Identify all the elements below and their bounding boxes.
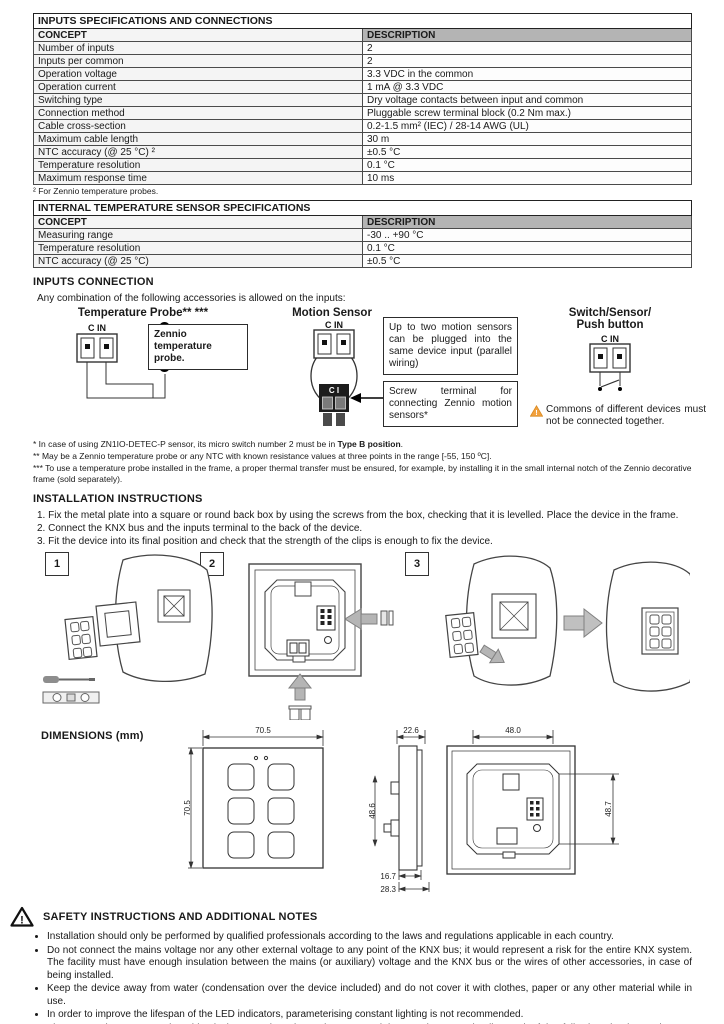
inputs-spec-table	[33, 13, 692, 185]
cell-concept: Measuring range	[34, 229, 363, 242]
cell-description: 10 ms	[363, 172, 692, 185]
insert-arrow-up-icon	[289, 674, 311, 720]
motion-note-screw: Screw terminal for connecting Zennio motion sensors*	[383, 381, 518, 427]
motion-sensor-diagram	[291, 320, 377, 428]
commons-warning	[530, 404, 706, 428]
svg-text:!: !	[535, 408, 538, 417]
dim-side-height: 48.6	[368, 803, 377, 819]
screw-terminal-icon	[590, 344, 630, 372]
dim-side-total-depth: 28.3	[380, 885, 396, 894]
install-step: 3. Fit the device into its final position and check that the strength of the clips is enough to fix the device.	[37, 536, 493, 547]
device-icon	[65, 617, 97, 660]
terminal-label: C IN	[88, 323, 106, 333]
screwdriver-icon	[43, 676, 95, 683]
cell-description: 30 m	[363, 133, 692, 146]
section-heading-installation: INSTALLATION INSTRUCTIONS	[33, 493, 203, 505]
table-title: INTERNAL TEMPERATURE SENSOR SPECIFICATIONS	[34, 201, 692, 216]
cell-concept: NTC accuracy (@ 25 °C)	[34, 255, 363, 268]
col-header-concept: CONCEPT	[34, 216, 363, 229]
cell-description: ±0.5 °C	[363, 146, 692, 159]
input-terminal-icon	[287, 640, 309, 656]
warning-icon	[10, 906, 34, 927]
mounted-device-icon	[642, 608, 678, 654]
switch-title	[530, 307, 690, 331]
footnote-3: *** To use a temperature probe installed in the frame, a proper thermal transfer must be ensured, for example, by installing it in the small internal notch of the Zennio decorative frame (sold separately).	[33, 463, 692, 484]
switch-title-line2: Push button	[576, 319, 644, 331]
table-title: INPUTS SPECIFICATIONS AND CONNECTIONS	[34, 14, 692, 29]
cell-concept: Switching type	[34, 94, 363, 107]
dim-back-width: 48.0	[505, 726, 521, 735]
cell-description: Dry voltage contacts between input and common	[363, 94, 692, 107]
table-row	[34, 94, 692, 107]
footnote-1: * In case of using ZN1IO-DETEC-P sensor, its micro switch number 2 must be in Type B position.	[33, 439, 404, 449]
section-heading-inputs-connection: INPUTS CONNECTION	[33, 276, 154, 288]
cell-concept: Operation voltage	[34, 68, 363, 81]
connection-footnotes	[33, 439, 692, 485]
screw-terminal-icon	[314, 330, 354, 358]
col-header-description: DESCRIPTION	[363, 29, 692, 42]
step-badge-2: 2	[200, 552, 224, 576]
temp-probe-note: Zennio temperature probe.	[148, 324, 248, 370]
safety-bullet: • In order to improve the lifespan of the LED indicators, parameterising constant lighting is not recommended.	[47, 1009, 692, 1022]
dim-side-depth: 22.6	[403, 726, 419, 735]
dim-back-height: 48.7	[604, 801, 613, 817]
safety-bullet: • Do not connect the mains voltage nor any other external voltage to any point of the KNX bus; it would represent a risk for the entire KNX system. The facility must have enough insulation between the mains (or auxiliary) voltage and the KNX bus or the wires of other accessories, in case of being installed.	[47, 945, 692, 983]
dim-side-inner-depth: 16.7	[380, 872, 396, 881]
mounting-frame-icon	[96, 602, 140, 646]
cell-description: 2	[363, 42, 692, 55]
installation-diagrams	[33, 550, 692, 722]
cell-concept: Operation current	[34, 81, 363, 94]
col-header-description: DESCRIPTION	[363, 216, 692, 229]
switch-title-line1: Switch/Sensor/	[568, 307, 652, 319]
table-row	[34, 229, 692, 242]
commons-warning-text: Commons of different devices must not be connected together.	[546, 404, 706, 427]
screw-terminal-icon	[77, 334, 117, 362]
terminal-label: C IN	[325, 320, 343, 330]
dimensions-section	[33, 724, 692, 900]
connection-diagrams	[33, 307, 706, 433]
connector-label: C I	[328, 386, 340, 395]
cell-description: -30 .. +90 °C	[363, 229, 692, 242]
cell-description: 0.2-1.5 mm² (IEC) / 28-14 AWG (UL)	[363, 120, 692, 133]
cell-description: 0.1 °C	[363, 242, 692, 255]
switch-diagram	[578, 334, 642, 398]
front-view-drawing	[168, 724, 343, 898]
cell-description: ±0.5 °C	[363, 255, 692, 268]
internal-sensor-table	[33, 200, 692, 268]
back-view-drawing	[433, 724, 663, 898]
motion-note-parallel: Up to two motion sensors can be plugged into the same device input (parallel wiring)	[383, 317, 518, 375]
step2-diagram	[229, 562, 394, 720]
table-row	[34, 42, 692, 55]
col-header-concept: CONCEPT	[34, 29, 363, 42]
safety-bullets	[33, 931, 692, 1024]
cell-concept: NTC accuracy (@ 25 °C) ²	[34, 146, 363, 159]
svg-text:!: !	[20, 914, 24, 927]
table-row	[34, 242, 692, 255]
dim-front-width: 70.5	[255, 726, 271, 735]
safety-heading-row	[10, 906, 692, 927]
safety-bullet: • Keep the device away from water (condensation over the device included) and do not cover it with clothes, paper or any other material while in use.	[47, 983, 692, 1008]
pointer-arrow-icon	[349, 391, 383, 405]
switch-lever-icon	[601, 380, 619, 387]
cell-concept: Number of inputs	[34, 42, 363, 55]
cell-concept: Temperature resolution	[34, 242, 363, 255]
step-badge-1: 1	[45, 552, 69, 576]
table-row	[34, 146, 692, 159]
table-row	[34, 55, 692, 68]
table-row	[34, 107, 692, 120]
safety-bullet: • Installation should only be performed by qualified professionals according to the laws and regulations applicable in each country.	[47, 931, 692, 944]
section-heading-dimensions: DIMENSIONS (mm)	[41, 730, 144, 742]
warning-icon	[530, 405, 543, 417]
cell-description: 0.1 °C	[363, 159, 692, 172]
temp-probe-title: Temperature Probe** ***	[77, 307, 209, 319]
terminal-label: C IN	[601, 334, 619, 344]
footnote-2: ** May be a Zennio temperature probe or any NTC with known resistance values at three points in the range [-55, 150 ºC].	[33, 451, 492, 461]
table-row	[34, 120, 692, 133]
table-row	[34, 133, 692, 146]
cell-concept: Temperature resolution	[34, 159, 363, 172]
cell-concept: Cable cross-section	[34, 120, 363, 133]
cell-description: 1 mA @ 3.3 VDC	[363, 81, 692, 94]
cell-concept: Maximum response time	[34, 172, 363, 185]
section-heading-safety: SAFETY INSTRUCTIONS AND ADDITIONAL NOTES	[43, 910, 318, 923]
installation-steps	[33, 509, 692, 548]
cell-description: 3.3 VDC in the common	[363, 68, 692, 81]
install-step: 2. Connect the KNX bus and the inputs terminal to the back of the device.	[37, 523, 363, 534]
cell-description: 2	[363, 55, 692, 68]
cell-description: Pluggable screw terminal block (0.2 Nm max.)	[363, 107, 692, 120]
knx-terminal-icon	[527, 798, 543, 820]
level-tool-icon	[43, 692, 99, 703]
table-row	[34, 172, 692, 185]
install-step: 1. Fix the metal plate into a square or round back box by using the screws from the box, checking that it is levelled. Place the device in the frame.	[37, 510, 679, 521]
cell-concept: Connection method	[34, 107, 363, 120]
tools-icons	[41, 672, 111, 708]
table-row	[34, 81, 692, 94]
cell-concept: Inputs per common	[34, 55, 363, 68]
table-footnote: ² For Zennio temperature probes.	[33, 186, 159, 196]
table-row	[34, 68, 692, 81]
page-content	[20, 13, 706, 1024]
table-row	[34, 255, 692, 268]
dim-front-height: 70.5	[183, 800, 192, 816]
knx-terminal-icon	[317, 606, 335, 630]
step-badge-3: 3	[405, 552, 429, 576]
device-icon	[446, 613, 478, 658]
motion-sensor-title: Motion Sensor	[292, 307, 372, 319]
cell-concept: Maximum cable length	[34, 133, 363, 146]
inputs-connection-intro: Any combination of the following accessories is allowed on the inputs:	[37, 293, 346, 304]
big-arrow-icon	[564, 609, 602, 637]
table-row	[34, 159, 692, 172]
step3-diagram	[418, 550, 690, 712]
safety-section	[20, 906, 692, 1024]
